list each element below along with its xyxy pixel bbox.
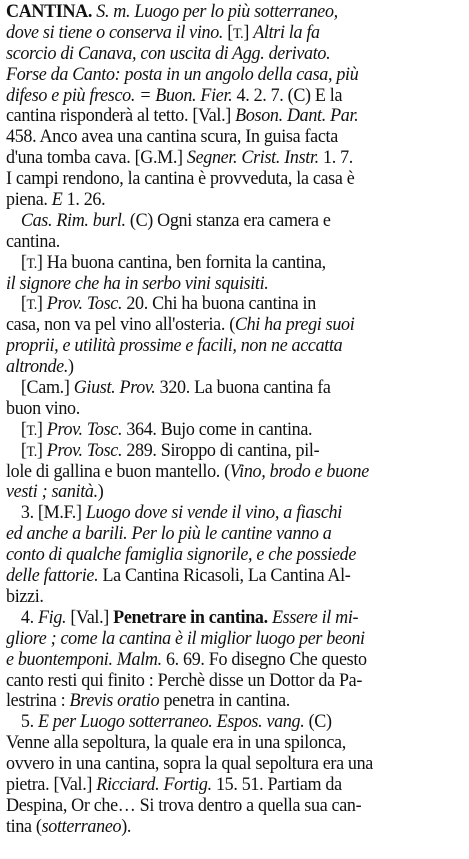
text-segment: Giust. Prov.	[73, 378, 156, 399]
text-segment: Essere il mi-	[271, 607, 359, 628]
text-segment: T.	[26, 422, 37, 439]
text-segment: Vino, brodo e buone	[229, 461, 369, 482]
text-segment: S. m. Luogo per lo più sotterraneo,	[96, 2, 338, 22]
text-segment: Prov. Tosc.	[46, 419, 123, 440]
text-segment: Segner. Crist. Instr.	[186, 148, 319, 169]
text-segment: 6. 69. Fo disegno Che questo	[161, 649, 367, 670]
text-line	[6, 23, 431, 44]
text-line	[6, 775, 431, 796]
text-segment: il signore che ha in serbo vini squisiti.	[6, 273, 269, 294]
text-segment: Ricciard. Fortig.	[96, 774, 212, 795]
text-segment: ]	[243, 22, 254, 43]
text-segment: ]	[36, 419, 47, 440]
text-segment: T.	[26, 443, 37, 460]
text-segment: e buontemponi. Malm.	[6, 649, 162, 670]
text-line	[6, 357, 431, 378]
text-segment: canto resti qui finito : Perchè disse un Dottor da Pa-	[6, 670, 363, 691]
text-segment: difeso e più fresco. = Buon. Fier.	[6, 85, 233, 106]
text-segment: [	[20, 440, 27, 461]
text-segment: delle fattorie.	[6, 566, 99, 587]
text-segment: Luogo dove si vende il vino, a fiaschi	[85, 503, 342, 524]
text-line	[6, 106, 431, 127]
text-segment: CANTINA.	[6, 2, 93, 22]
text-segment: Despina, Or che… Si trova dentro a quella sua can-	[6, 795, 362, 816]
text-segment: dove si tiene o conserva il vino.	[6, 22, 224, 43]
text-line	[6, 148, 431, 169]
text-segment: buon vino.	[6, 398, 80, 419]
text-segment: E	[51, 190, 63, 211]
text-segment: penetra in cantina.	[159, 691, 290, 712]
text-line	[6, 65, 431, 86]
text-line	[6, 712, 431, 733]
text-line	[6, 211, 431, 232]
text-line	[6, 650, 431, 671]
text-segment: 4.	[20, 607, 38, 628]
text-line	[6, 253, 431, 274]
text-segment: ovvero in una cantina, sopra la qual sepoltura era una	[6, 754, 374, 775]
text-line	[6, 754, 431, 775]
text-segment: [	[20, 419, 27, 440]
text-segment: [	[20, 294, 27, 315]
text-segment: [	[223, 22, 233, 43]
text-line	[6, 524, 431, 545]
text-segment: altronde.	[6, 357, 69, 378]
text-segment: cantina.	[6, 231, 60, 252]
text-line	[6, 691, 431, 712]
text-segment: [	[20, 252, 27, 273]
text-line	[6, 378, 431, 399]
text-segment: [Cam.]	[20, 378, 74, 399]
text-line	[6, 127, 431, 148]
text-line	[6, 733, 431, 754]
text-segment: 3. [M.F.]	[20, 503, 86, 524]
text-segment: I campi rendono, la cantina è provveduta, la casa è	[6, 169, 355, 190]
text-line	[6, 294, 431, 315]
text-segment: 364. Bujo come in cantina.	[122, 419, 313, 440]
text-line	[6, 169, 431, 190]
text-segment: Chi ha pregi suoi	[234, 315, 355, 336]
text-segment: 5.	[20, 712, 38, 733]
text-segment: 289. Siroppo di cantina, pil-	[122, 440, 320, 461]
text-line	[6, 503, 431, 524]
text-line	[6, 482, 431, 503]
text-segment: casa, non va pel vino all'osteria. (	[6, 315, 235, 336]
text-segment: 1. 26.	[62, 190, 106, 211]
text-line	[6, 671, 431, 692]
text-line	[6, 608, 431, 629]
text-segment: 1. 7.	[318, 148, 353, 169]
text-line	[6, 232, 431, 253]
text-segment: lestrina :	[6, 691, 70, 712]
text-line	[6, 274, 431, 295]
text-segment: T.	[26, 297, 37, 314]
text-line	[6, 462, 431, 483]
text-segment: Brevis oratio	[69, 691, 160, 712]
text-segment: E per Luogo sotterraneo. Espos. vang.	[37, 712, 305, 733]
text-line	[6, 190, 431, 211]
text-segment: T.	[26, 255, 37, 272]
text-segment: 320. La buona cantina fa	[155, 378, 331, 399]
text-segment: sotterraneo	[41, 816, 122, 837]
text-segment: ).	[121, 816, 132, 837]
text-segment: T.	[232, 25, 244, 42]
text-segment: proprii, e utilità prossime e facili, non ne accatta	[6, 336, 343, 357]
text-segment: ]	[36, 294, 47, 315]
text-segment: 458. Anco avea una cantina scura, In guisa facta	[6, 127, 338, 148]
text-segment: tina (	[6, 816, 42, 837]
text-segment: Penetrare in cantina.	[113, 607, 268, 628]
text-segment: Forse da Canto: posta in un angolo della casa, più	[6, 64, 359, 85]
text-segment: [Val.]	[66, 607, 114, 628]
text-segment: pietra. [Val.]	[6, 774, 97, 795]
text-segment: cantina risponderà al tetto. [Val.]	[6, 106, 236, 127]
text-segment: lole di gallina e buon mantello. (	[6, 461, 230, 482]
text-segment: scorcio di Canava, con uscita di Agg. derivato.	[6, 43, 331, 64]
text-line	[6, 796, 431, 817]
text-segment: Fig.	[37, 607, 67, 628]
text-line	[6, 44, 431, 65]
text-segment: Cas. Rim. burl.	[20, 210, 126, 231]
text-segment: 20. Chi ha buona cantina in	[122, 294, 316, 315]
text-segment: ed anche a barili. Per lo più le cantine vanno a	[6, 524, 332, 545]
text-line	[6, 336, 431, 357]
text-line	[6, 86, 431, 107]
text-segment: (C) Ogni stanza era camera e	[125, 210, 331, 231]
text-segment: bizzi.	[6, 586, 44, 607]
text-line	[6, 545, 431, 566]
text-line	[6, 566, 431, 587]
text-line	[6, 441, 431, 462]
text-segment: ] Ha buona cantina, ben fornita la cantina,	[36, 252, 326, 273]
text-line	[6, 629, 431, 650]
text-segment: La Cantina Ricasoli, La Cantina Al-	[98, 566, 351, 587]
text-segment: 4. 2. 7. (C) E la	[232, 85, 343, 106]
text-segment: vesti ; sanità.	[6, 482, 98, 503]
text-segment: Venne alla sepoltura, la quale era in una spilonca,	[6, 733, 346, 754]
text-segment: )	[68, 357, 74, 378]
text-line	[6, 315, 431, 336]
text-segment: conto di qualche famiglia signorile, e che possiede	[6, 545, 357, 566]
text-line	[6, 420, 431, 441]
text-segment: Boson. Dant. Par.	[235, 106, 359, 127]
text-line	[6, 587, 431, 608]
text-segment: gliore ; come la cantina è il miglior luogo per beoni	[6, 628, 365, 649]
text-segment: )	[97, 482, 104, 503]
text-segment: Prov. Tosc.	[46, 294, 123, 315]
text-line	[6, 399, 431, 420]
text-segment: ]	[36, 440, 47, 461]
text-segment: Prov. Tosc.	[46, 440, 123, 461]
text-segment: (C)	[304, 712, 332, 733]
text-line	[6, 2, 431, 23]
text-segment: d'una tomba cava. [G.M.]	[6, 148, 187, 169]
text-segment: Altri la fa	[253, 22, 320, 43]
text-segment: piena.	[6, 190, 52, 211]
text-segment: 15. 51. Partiam da	[211, 774, 342, 795]
text-line	[6, 817, 431, 838]
